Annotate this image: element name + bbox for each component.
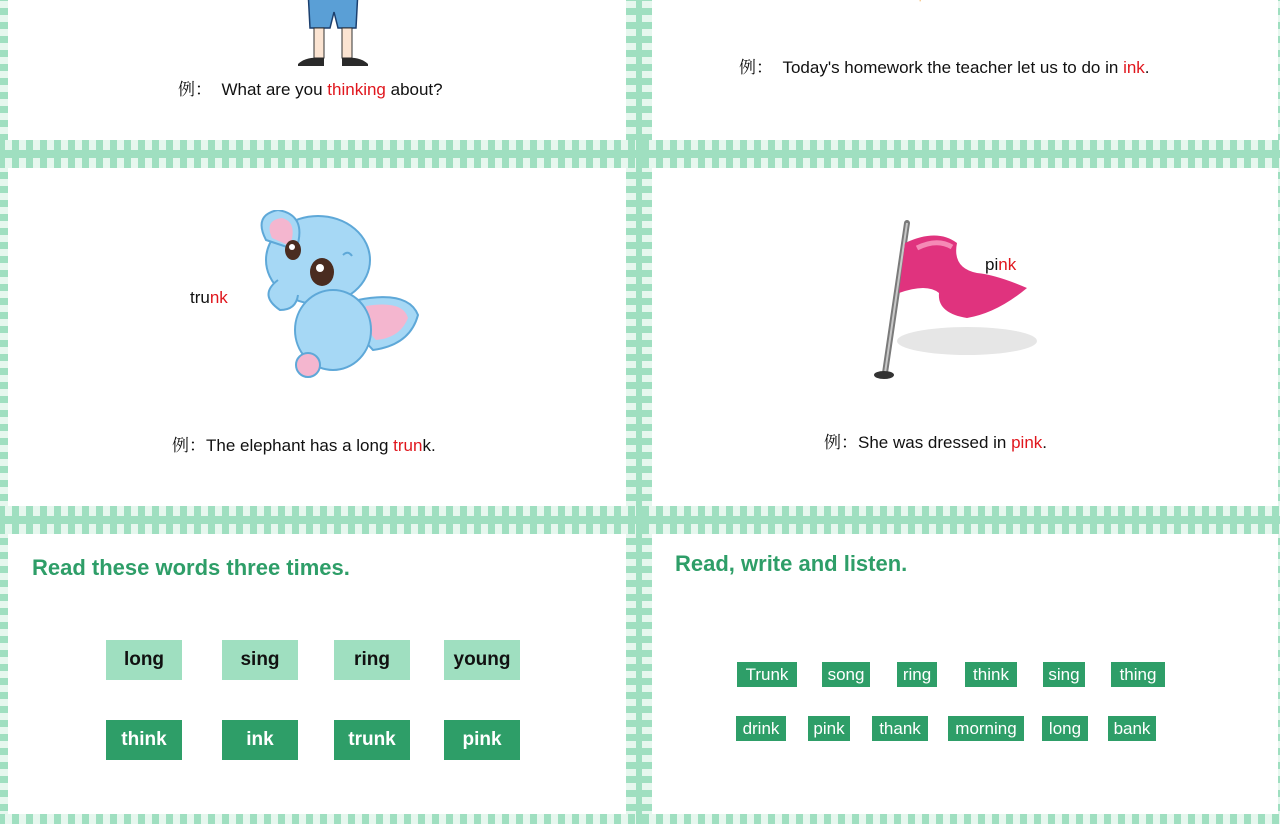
word-tile[interactable]: think: [106, 720, 182, 760]
sentence-text: The elephant has a long: [206, 436, 394, 455]
word-chip[interactable]: morning: [948, 716, 1024, 741]
slide-trunk: [0, 158, 636, 516]
highlighted-word: trun: [393, 436, 423, 455]
word-chip[interactable]: long: [1042, 716, 1088, 741]
pink-flag-illustration: [857, 213, 1047, 383]
boy-illustration: [288, 0, 378, 70]
pencil-illustration: [870, 0, 930, 10]
example-sentence-think: [178, 75, 443, 100]
sentence-text: k.: [422, 436, 436, 455]
word-label-trunk: [190, 288, 228, 308]
example-sentence-pink: [824, 428, 1047, 453]
sentence-text: about?: [385, 80, 443, 99]
sentence-text: Today's homework the teacher let us to do in: [782, 58, 1124, 77]
word-chip[interactable]: thing: [1111, 662, 1165, 687]
example-sentence-ink: [739, 53, 1150, 78]
highlighted-word: thinking: [327, 80, 386, 99]
word-tile[interactable]: young: [444, 640, 520, 680]
word-tile[interactable]: sing: [222, 640, 298, 680]
slide-pink: [642, 158, 1280, 516]
example-prefix: 例：: [172, 436, 206, 455]
read-words-heading: Read these words three times.: [32, 555, 350, 580]
slide-read-write-listen-body: [652, 534, 1278, 814]
word-chip[interactable]: thank: [872, 716, 928, 741]
slide-think-body: [8, 0, 626, 140]
word-chip[interactable]: ring: [897, 662, 937, 687]
slide-read-write-listen: [642, 524, 1280, 824]
word-tile[interactable]: trunk: [334, 720, 410, 760]
word-chip[interactable]: bank: [1108, 716, 1156, 741]
slide-read-words: [0, 524, 636, 824]
word-highlight: nk: [209, 288, 228, 307]
sentence-text: What are you: [221, 80, 328, 99]
sentence-text: .: [1144, 58, 1150, 77]
highlighted-word: pink: [1011, 433, 1043, 452]
elephant-illustration: [248, 210, 423, 390]
example-sentence-trunk: [172, 431, 436, 456]
highlighted-word: ink: [1123, 58, 1145, 77]
example-prefix: 例：: [824, 433, 858, 452]
example-prefix: 例：: [178, 80, 212, 99]
word-chip[interactable]: Trunk: [737, 662, 797, 687]
word-highlight: nk: [998, 255, 1017, 274]
read-write-heading: Read, write and listen.: [675, 551, 908, 576]
word-chip[interactable]: think: [965, 662, 1017, 687]
word-plain: tru: [190, 288, 210, 307]
word-tile[interactable]: pink: [444, 720, 520, 760]
word-chip[interactable]: sing: [1043, 662, 1085, 687]
slide-think: [0, 0, 636, 150]
slide-read-words-body: [8, 534, 626, 814]
slide-ink: [642, 0, 1280, 150]
word-plain: pi: [985, 255, 999, 274]
sentence-text: .: [1042, 433, 1048, 452]
example-prefix: 例：: [739, 58, 773, 77]
slide-ink-body: [652, 0, 1278, 140]
word-label-pink: [985, 255, 1016, 275]
word-tile[interactable]: long: [106, 640, 182, 680]
word-chip[interactable]: drink: [736, 716, 786, 741]
sentence-text: She was dressed in: [858, 433, 1012, 452]
slide-pink-body: [652, 168, 1278, 506]
word-tile[interactable]: ink: [222, 720, 298, 760]
word-chip[interactable]: song: [822, 662, 870, 687]
word-chip[interactable]: pink: [808, 716, 850, 741]
slide-trunk-body: [8, 168, 626, 506]
word-tile[interactable]: ring: [334, 640, 410, 680]
